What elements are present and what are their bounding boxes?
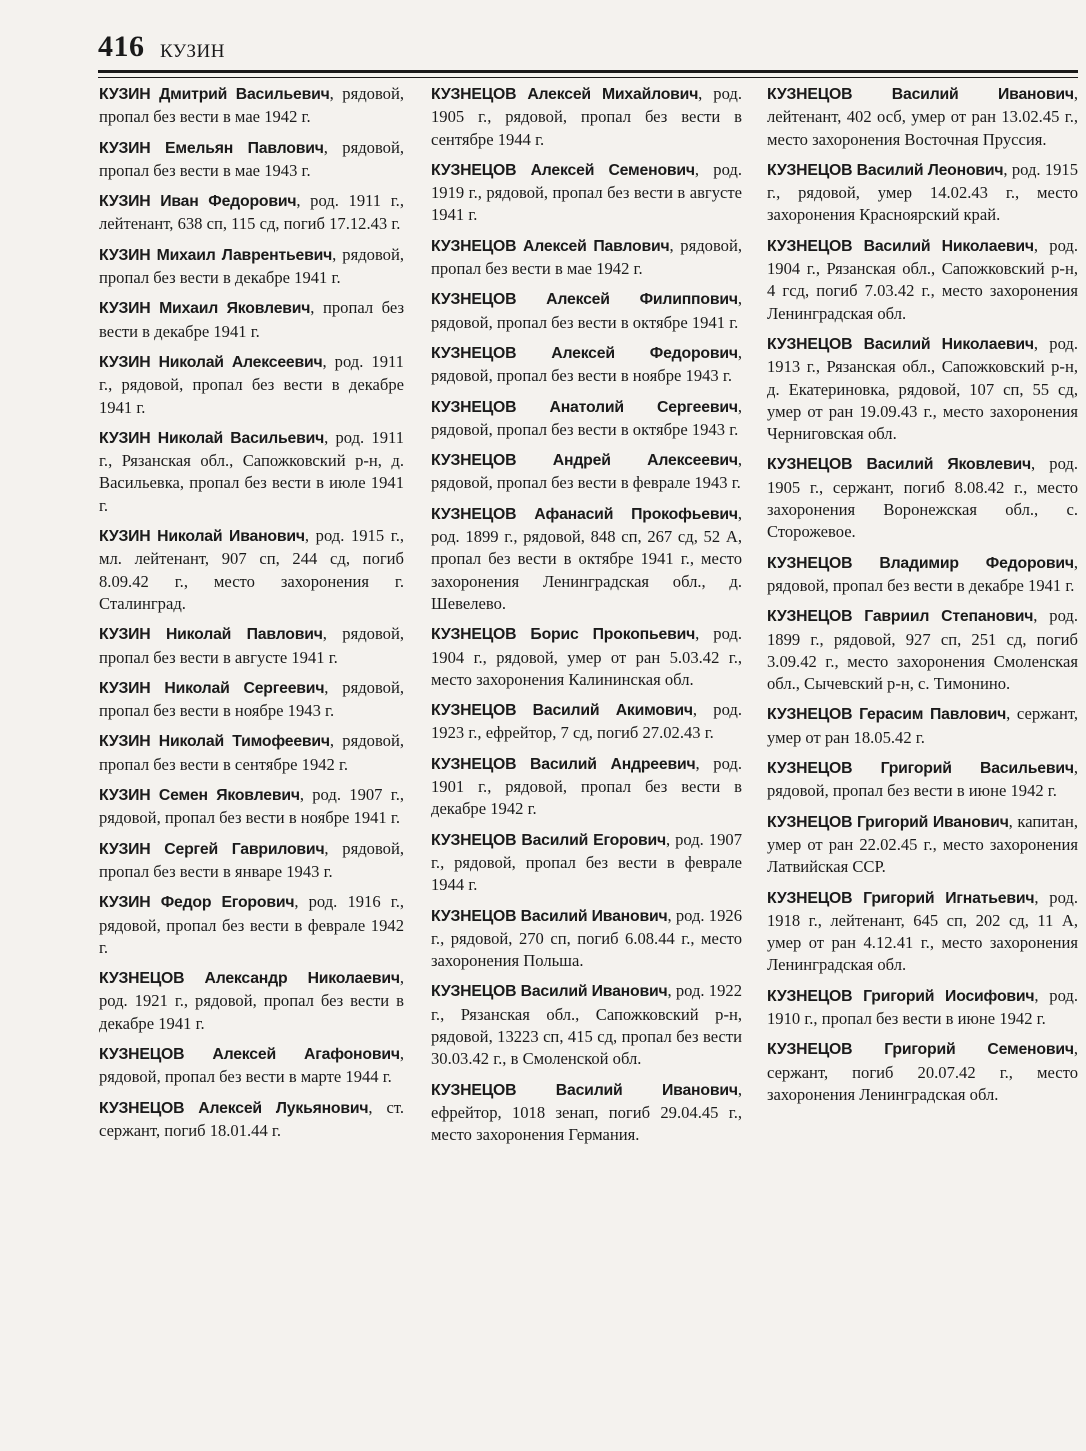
entry-name: КУЗНЕЦОВ Григорий Васильевич — [767, 760, 1074, 778]
entry-name: КУЗНЕЦОВ Алексей Филиппович — [431, 291, 738, 309]
entry-text: , рядовой, пропал без вести в мае 1943 г. — [99, 137, 405, 180]
entry — [431, 449, 742, 495]
entry-name: КУЗНЕЦОВ Гавриил Степанович — [767, 608, 1034, 626]
entry-name: КУЗИН Семен Яковлевич — [99, 787, 300, 805]
entry — [431, 623, 742, 691]
entry-text: , род. 1904 г., Рязанская обл., Сапожковский р-н, 4 гсд, погиб 7.03.42 г., место захоронения Ленинградская обл. — [767, 235, 1078, 323]
entry-name: КУЗНЕЦОВ Василий Николаевич — [767, 335, 1034, 353]
entry — [767, 811, 1078, 879]
entry-name: КУЗНЕЦОВ Григорий Семенович — [767, 1041, 1074, 1059]
entry — [767, 757, 1078, 803]
entry-text: , род. 1911 г., лейтенант, 638 сп, 115 сд, погиб 17.12.43 г. — [99, 191, 404, 234]
page-header — [98, 30, 1078, 70]
entry — [99, 190, 404, 236]
entry-name: КУЗИН Николай Алексеевич — [99, 353, 323, 371]
entry-name: КУЗНЕЦОВ Алексей Семенович — [431, 161, 695, 179]
entry — [431, 829, 742, 897]
entry-text: , рядовой, пропал без вести в декабре 1941 г. — [767, 552, 1078, 595]
entry-name: КУЗНЕЦОВ Александр Николаевич — [99, 970, 400, 988]
entry — [99, 784, 404, 830]
entry-name: КУЗИН Дмитрий Васильевич — [99, 86, 330, 103]
entry — [431, 288, 742, 334]
entry — [99, 244, 404, 290]
entry-text: , рядовой, пропал без вести в мае 1942 г. — [99, 84, 404, 127]
entry — [99, 677, 404, 723]
entry — [99, 525, 404, 615]
entry-name: КУЗНЕЦОВ Василий Николаевич — [767, 237, 1034, 255]
entry-text: , род. 1923 г., ефрейтор, 7 сд, погиб 27.02.43 г. — [431, 700, 742, 743]
entry-name: КУЗНЕЦОВ Василий Иванович — [431, 907, 668, 925]
entry-text: , рядовой, пропал без вести в июне 1942 г. — [767, 758, 1078, 801]
entry-name: КУЗНЕЦОВ Борис Прокопьевич — [431, 626, 696, 644]
entry-text: , рядовой, пропал без вести в декабре 1941 г. — [99, 244, 404, 288]
entry — [99, 83, 404, 129]
entry — [431, 342, 742, 388]
entry-text: , рядовой, пропал без вести в августе 1941 г. — [99, 624, 405, 667]
entry-name: КУЗНЕЦОВ Анатолий Сергеевич — [431, 398, 738, 416]
entry-name: КУЗНЕЦОВ Герасим Павлович — [767, 706, 1007, 724]
entry-name: КУЗНЕЦОВ Григорий Иванович — [767, 813, 1009, 831]
entry-name: КУЗНЕЦОВ Василий Егорович — [431, 831, 666, 849]
entry — [767, 453, 1078, 543]
running-head: КУЗИН — [160, 41, 225, 62]
entry-name: КУЗИН Михаил Яковлевич — [99, 300, 311, 318]
entry-name: КУЗНЕЦОВ Василий Иванович — [431, 1081, 738, 1099]
entry — [99, 967, 404, 1035]
entry — [99, 427, 404, 517]
entry-text: , сержант, умер от ран 18.05.42 г. — [767, 704, 1079, 747]
entry — [99, 1043, 404, 1089]
column-1 — [99, 83, 404, 1150]
entry-name: КУЗИН Емельян Павлович — [99, 139, 324, 157]
entry-text: , род. 1905 г., сержант, погиб 8.08.42 г., место захоронения Воронежская обл., с. Сторожевое. — [767, 454, 1078, 542]
entry-text: , род. 1901 г., рядовой, пропал без вести в декабре 1942 г. — [431, 753, 742, 819]
entry-text: , род. 1919 г., рядовой, пропал без вести в августе 1941 г. — [431, 159, 742, 225]
entry-text: , род. 1911 г., рядовой, пропал без вести в декабре 1941 г. — [99, 351, 404, 417]
entry-text: , род. 1899 г., рядовой, 848 сп, 267 сд, 52 А, пропал без вести в октябре 1941 г., место захоронения Ленинградская обл., д. Шевелево. — [431, 503, 742, 613]
entry-name: КУЗНЕЦОВ Василий Леонович — [767, 161, 1004, 179]
entry — [431, 980, 742, 1070]
entry-text: , род. 1926 г., рядовой, 270 сп, погиб 6.08.44 г., место захоронения Польша. — [431, 905, 742, 971]
header-rule-thin — [98, 77, 1078, 78]
entry — [431, 503, 742, 615]
entry-text: , род. 1913 г., Рязанская обл., Сапожковский р-н, д. Екатериновка, рядовой, 107 сп, 55 сд, умер от ран 19.09.43 г., место захоронения Черниговская обл. — [767, 333, 1078, 444]
entry-name: КУЗНЕЦОВ Афанасий Прокофьевич — [431, 505, 738, 523]
entry-name: КУЗНЕЦОВ Василий Андреевич — [431, 755, 696, 773]
entry — [99, 137, 404, 183]
entry — [99, 623, 404, 669]
entry-text: , род. 1922 г., Рязанская обл., Сапожковский р-н, рядовой, 13223 сп, 415 сд, пропал без вести 30.03.42 г., в Смоленской обл. — [431, 981, 742, 1069]
entry — [431, 905, 742, 973]
entry-text: , лейтенант, 402 осб, умер от ран 13.02.45 г., место захоронения Восточная Пруссия. — [767, 84, 1078, 149]
entry-text: , род. 1916 г., рядовой, пропал без вести в феврале 1942 г. — [99, 892, 405, 957]
entry-text: , сержант, погиб 20.07.42 г., место захоронения Ленинградская обл. — [767, 1039, 1078, 1104]
entry — [767, 83, 1078, 151]
entry — [431, 699, 742, 745]
entry — [99, 1097, 404, 1143]
entry — [99, 891, 404, 959]
entry-name: КУЗИН Федор Егорович — [99, 894, 295, 912]
entry — [767, 159, 1078, 227]
entry-text: , рядовой, пропал без вести в октябре 1941 г. — [431, 289, 742, 332]
entry-name: КУЗНЕЦОВ Алексей Лукьянович — [99, 1099, 369, 1117]
entry-name: КУЗНЕЦОВ Алексей Павлович — [431, 237, 670, 255]
entry — [431, 83, 742, 151]
entry-name: КУЗИН Николай Павлович — [99, 626, 323, 644]
entry-text: , рядовой, пропал без вести в октябре 1943 г. — [431, 396, 742, 439]
entry-name: КУЗНЕЦОВ Григорий Игнатьевич — [767, 889, 1035, 907]
entry — [431, 1079, 742, 1147]
entry-text: , рядовой, пропал без вести в январе 1943 г. — [99, 838, 404, 881]
entry-name: КУЗИН Михаил Лаврентьевич — [99, 246, 333, 264]
entry — [767, 703, 1078, 749]
entry-name: КУЗНЕЦОВ Алексей Федорович — [431, 344, 738, 362]
entry-text: , род. 1911 г., Рязанская обл., Сапожковский р-н, д. Васильевка, пропал без вести в июле 1941 г. — [99, 427, 404, 515]
entry-name: КУЗНЕЦОВ Алексей Михайлович — [431, 86, 699, 103]
entry-text: , пропал без вести в декабре 1941 г. — [99, 298, 404, 341]
entry-text: , рядовой, пропал без вести в ноябре 1943 г. — [431, 342, 742, 386]
entry — [767, 235, 1078, 325]
column-3 — [767, 83, 1078, 1114]
entry — [431, 235, 742, 281]
entry-name: КУЗНЕЦОВ Василий Иванович — [767, 86, 1074, 103]
entry-text: , рядовой, пропал без вести в сентябре 1942 г. — [99, 731, 404, 774]
entry-name: КУЗНЕЦОВ Владимир Федорович — [767, 554, 1074, 572]
entry-text: , род. 1915 г., мл. лейтенант, 907 сп, 244 сд, погиб 8.09.42 г., место захоронения г. Сталинград. — [99, 526, 404, 613]
entry-text: , род. 1910 г., пропал без вести в июне 1942 г. — [767, 985, 1078, 1028]
entry-name: КУЗНЕЦОВ Алексей Агафонович — [99, 1045, 400, 1063]
entry-text: , род. 1907 г., рядовой, пропал без вести в ноябре 1941 г. — [99, 785, 404, 828]
entry-name: КУЗИН Иван Федорович — [99, 193, 297, 211]
entry-name: КУЗНЕЦОВ Василий Акимович — [431, 702, 693, 720]
entry-name: КУЗНЕЦОВ Василий Иванович — [431, 983, 668, 1001]
entry — [767, 887, 1078, 977]
entry — [431, 753, 742, 821]
entry-name: КУЗИН Николай Васильевич — [99, 429, 325, 447]
entry-name: КУЗИН Николай Иванович — [99, 528, 305, 546]
entry-name: КУЗИН Сергей Гаврилович — [99, 840, 325, 858]
entry-text: , рядовой, пропал без вести в ноябре 1943 г. — [99, 677, 405, 721]
entry-text: , капитан, умер от ран 22.02.45 г., место захоронения Латвийская ССР. — [767, 811, 1078, 877]
entry — [99, 297, 404, 343]
entry-text: , рядовой, пропал без вести в марте 1944 г. — [99, 1043, 404, 1087]
entry-text: , ст. сержант, погиб 18.01.44 г. — [99, 1097, 404, 1140]
entry-text: , род. 1905 г., рядовой, пропал без вести в сентябре 1944 г. — [431, 84, 742, 149]
entry — [767, 985, 1078, 1031]
entry-text: , род. 1907 г., рядовой, пропал без вести в феврале 1944 г. — [431, 829, 742, 895]
entry — [99, 730, 404, 776]
column-2 — [431, 83, 742, 1154]
entry-text: , род. 1904 г., рядовой, умер от ран 5.03.42 г., место захоронения Калининская обл. — [431, 624, 742, 689]
page-number: 416 — [98, 30, 145, 63]
entry-name: КУЗНЕЦОВ Григорий Иосифович — [767, 987, 1035, 1005]
entry-name: КУЗНЕЦОВ Василий Яковлевич — [767, 456, 1032, 474]
entry — [767, 1038, 1078, 1106]
entry-text: , род. 1918 г., лейтенант, 645 сп, 202 сд, 11 А, умер от ран 4.12.41 г., место захоронения Ленинградская обл. — [767, 887, 1078, 975]
entry-text: , рядовой, пропал без вести в феврале 1943 г. — [431, 450, 742, 493]
entry-text: , рядовой, пропал без вести в мае 1942 г. — [431, 235, 742, 279]
entry — [99, 838, 404, 884]
entry — [431, 396, 742, 442]
entry-text: , род. 1899 г., рядовой, 927 сп, 251 сд, погиб 3.09.42 г., место захоронения Смоленская обл., Сычевский р-н, с. Тимонино. — [767, 606, 1078, 694]
entry-name: КУЗИН Николай Сергеевич — [99, 679, 325, 697]
entry-text: , род. 1921 г., рядовой, пропал без вести в декабре 1941 г. — [99, 968, 404, 1033]
entry-text: , род. 1915 г., рядовой, умер 14.02.43 г., место захоронения Красноярский край. — [767, 159, 1079, 225]
entry — [767, 333, 1078, 445]
entry-name: КУЗИН Николай Тимофеевич — [99, 733, 330, 751]
entry — [99, 351, 404, 419]
entry-name: КУЗНЕЦОВ Андрей Алексеевич — [431, 452, 738, 470]
entry — [767, 605, 1078, 695]
entry — [431, 159, 742, 227]
entry — [767, 552, 1078, 598]
header-rule-thick — [98, 70, 1078, 73]
entry-text: , ефрейтор, 1018 зенап, погиб 29.04.45 г., место захоронения Германия. — [431, 1079, 742, 1145]
